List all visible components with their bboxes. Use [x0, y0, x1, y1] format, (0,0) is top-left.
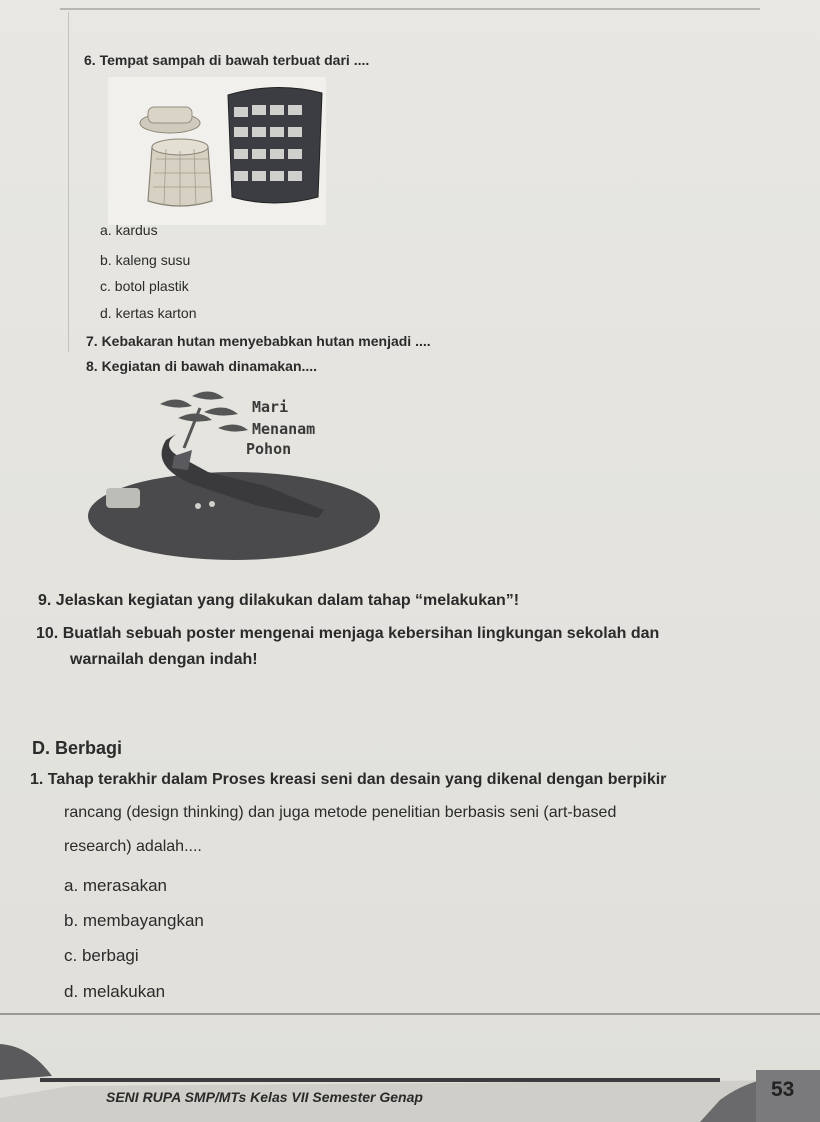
section-d-q1-option-a: a. merasakan	[64, 876, 167, 895]
section-d-q1-line-2: rancang (design thinking) dan juga metode penelitian berbasis seni (art-based	[64, 804, 617, 821]
trash-bins-illustration	[108, 77, 326, 225]
question-8: 8. Kegiatan di bawah dinamakan....	[86, 358, 318, 374]
question-10-line-2: warnailah dengan indah!	[70, 651, 258, 668]
plant-tree-poster	[88, 388, 384, 560]
footer-decoration	[0, 1040, 820, 1122]
section-d-q1-line-1: 1. Tahap terakhir dalam Proses kreasi seni dan desain yang dikenal dengan berpikir	[30, 771, 667, 788]
question-9: 9. Jelaskan kegiatan yang dilakukan dalam tahap “melakukan”!	[38, 592, 520, 609]
q6-option-b: b. kaleng susu	[100, 252, 191, 268]
section-d-q1-option-d: d. melakukan	[64, 982, 166, 1001]
poster-line-1: Mari	[252, 398, 289, 416]
footer-book-title: SENI RUPA SMP/MTs Kelas VII Semester Genap	[106, 1089, 423, 1105]
section-d-q1-option-b: b. membayangkan	[64, 911, 204, 930]
q6-option-a: a. kardus	[100, 222, 158, 238]
page-number: 53	[771, 1078, 795, 1101]
section-d-q1-line-3: research) adalah....	[64, 838, 202, 855]
question-10-line-1: 10. Buatlah sebuah poster mengenai menjaga kebersihan lingkungan sekolah dan	[36, 625, 660, 642]
question-7: 7. Kebakaran hutan menyebabkan hutan menjadi ....	[86, 333, 431, 349]
left-margin-line	[68, 12, 69, 352]
recycled-trash-bins-photo	[108, 77, 326, 225]
top-divider	[60, 8, 760, 10]
poster-line-2: Menanam	[252, 420, 316, 438]
tree-planting-illustration	[88, 388, 384, 560]
question-6: 6. Tempat sampah di bawah terbuat dari ....	[84, 52, 370, 68]
section-d-q1-option-c: c. berbagi	[64, 946, 139, 965]
q6-option-c: c. botol plastik	[100, 278, 189, 294]
poster-line-3: Pohon	[246, 440, 292, 458]
bottom-divider	[0, 1013, 820, 1015]
section-d-heading: D. Berbagi	[32, 738, 123, 758]
q6-option-d: d. kertas karton	[100, 305, 197, 321]
